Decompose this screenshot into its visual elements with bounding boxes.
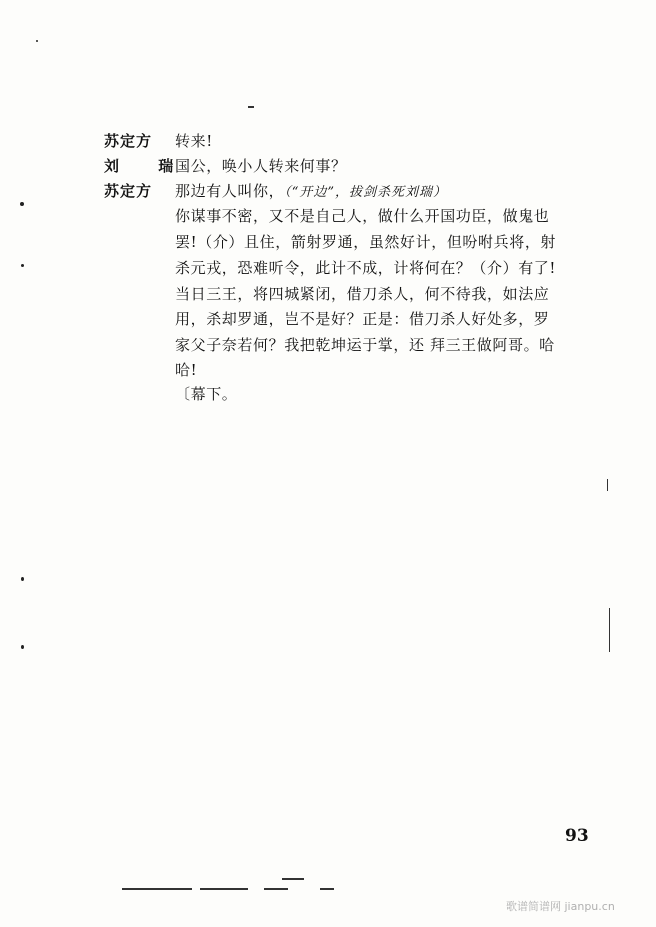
- dialogue-line-with-stage-direction: [175, 180, 447, 201]
- scan-bottom-dash: [282, 878, 304, 880]
- speech-continuation-line: 哈!: [175, 361, 198, 379]
- speech-continuation-line: 当日三王，将四城紧闭，借刀杀人，何不待我，如法应: [175, 285, 550, 303]
- scan-bottom-dash: [122, 888, 192, 890]
- speech-continuation-line: 你谋事不密，又不是自己人，做什么开国功臣，做鬼也: [175, 207, 550, 225]
- speaker-su-dingfang: 苏定方: [104, 132, 153, 150]
- watermark: 歌谱简谱网 jianpu.cn: [506, 900, 615, 913]
- scan-bottom-dash: [264, 888, 288, 890]
- dialogue-line: 国公，唤小人转来何事？: [175, 157, 347, 175]
- scan-dash-top: [248, 106, 254, 108]
- scan-speck: [21, 645, 24, 649]
- scan-bottom-dash: [320, 888, 334, 890]
- speech-continuation-line: 用，杀却罗通，岂不是好？正是：借刀杀人好处多，罗: [175, 310, 550, 328]
- scan-vertical-mark: [609, 608, 610, 652]
- scan-speck: [36, 40, 38, 42]
- speech-continuation-line: 罢!（介）且住，箭射罗通，虽然好计，但吩咐兵将，射: [175, 233, 557, 251]
- speaker-liu-rui: 刘 瑞: [104, 157, 191, 175]
- stage-direction-exit: 〔幕下。: [175, 385, 238, 403]
- dialogue-text: 那边有人叫你，: [175, 182, 285, 200]
- scan-speck: [20, 202, 24, 206]
- scan-speck: [21, 577, 24, 581]
- speech-continuation-line: 家父子奈若何？我把乾坤运于掌，还 拜三王做阿哥。哈: [175, 336, 555, 354]
- scan-speck: [21, 264, 24, 267]
- page-number: 93: [565, 826, 589, 846]
- scan-vertical-mark: [607, 479, 608, 491]
- scan-bottom-dash: [200, 888, 248, 890]
- stage-direction: （“开边”，拔剑杀死刘瑞）: [284, 185, 447, 200]
- speaker-su-dingfang: 苏定方: [104, 182, 153, 200]
- speech-continuation-line: 杀元戎，恐难听令，此计不成，计将何在？（介）有了!: [175, 259, 557, 277]
- dialogue-line: 转来!: [175, 132, 213, 150]
